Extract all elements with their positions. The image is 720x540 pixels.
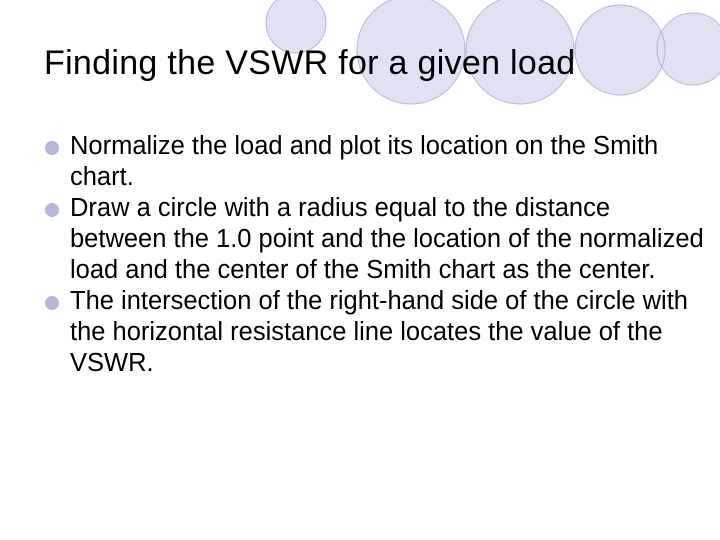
bullet-text: Normalize the load and plot its location on the Smith chart. bbox=[70, 132, 659, 191]
bullet-item bbox=[44, 286, 704, 379]
slide-title: Finding the VSWR for a given load bbox=[44, 44, 576, 82]
bullet-list bbox=[44, 131, 704, 379]
bullet-dot-icon bbox=[45, 141, 59, 155]
bullet-item bbox=[44, 193, 704, 286]
decor-circle-4 bbox=[657, 13, 720, 85]
bullet-text: Draw a circle with a radius equal to the distance between the 1.0 point and the location of the normalized load and the center of the Smith chart as the center. bbox=[70, 194, 704, 284]
bullet-item bbox=[44, 131, 704, 193]
bullet-dot-icon bbox=[45, 203, 59, 217]
bullet-text: The intersection of the right-hand side of the circle with the horizontal resistance line locates the value of the VSWR. bbox=[70, 287, 688, 377]
bullet-dot-icon bbox=[45, 296, 59, 310]
